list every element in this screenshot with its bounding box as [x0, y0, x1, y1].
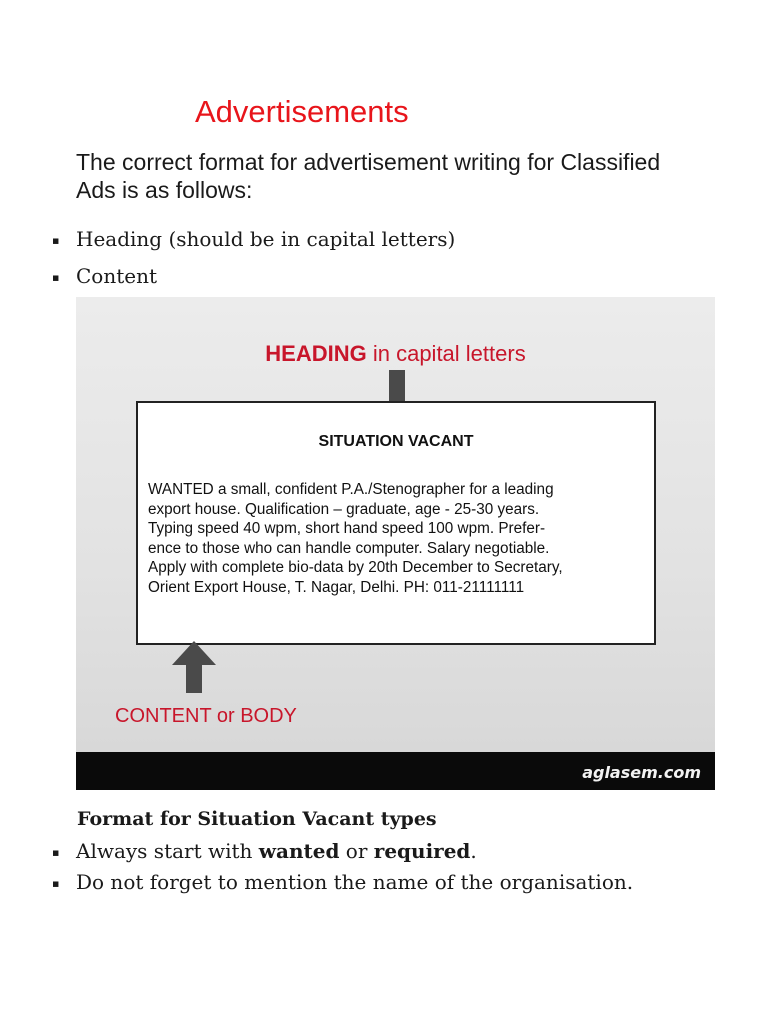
ad-line: WANTED a small, confident P.A./Stenographer for a leading	[148, 481, 554, 498]
figure-heading-rest: in capital letters	[366, 341, 526, 366]
bullet-wanted	[52, 839, 477, 863]
bullet-heading	[52, 227, 455, 251]
format-figure	[76, 297, 715, 790]
ad-line: ence to those who can handle computer. Salary negotiable.	[148, 539, 550, 557]
figure-heading-bold: HEADING	[265, 341, 367, 366]
bullet-marker: ▪	[52, 234, 60, 247]
bullet-organisation	[52, 870, 633, 894]
ad-line: Apply with complete bio-data by 20th December to Secretary,	[148, 559, 563, 576]
bullet-wanted-mid: or	[339, 839, 374, 863]
ad-line: Typing speed 40 wpm, short hand speed 100 wpm. Prefer-	[148, 520, 546, 537]
bullet-organisation-text: Do not forget to mention the name of the organisation.	[76, 870, 634, 894]
section-title: Format for Situation Vacant types	[77, 808, 437, 830]
bullet-wanted-pre: Always start with	[76, 839, 259, 863]
ad-line: export house. Qualification – graduate, age - 25-30 years.	[148, 500, 540, 518]
ad-line: Orient Export House, T. Nagar, Delhi. PH: 011-21111111	[148, 578, 525, 596]
bullet-content	[52, 264, 157, 288]
bullet-wanted-word2: required	[373, 839, 471, 863]
ad-box	[136, 401, 656, 645]
figure-heading-label	[76, 341, 715, 367]
arrow-up-icon	[172, 641, 216, 693]
bullet-marker: ▪	[52, 877, 60, 890]
bullet-content-text: Content	[76, 264, 158, 288]
ad-heading: SITUATION VACANT	[318, 433, 474, 450]
bullet-wanted-word1: wanted	[258, 839, 340, 863]
page-title: Advertisements	[195, 94, 409, 129]
bullet-marker: ▪	[52, 271, 60, 284]
bullet-marker: ▪	[52, 846, 60, 859]
bullet-heading-text: Heading (should be in capital letters)	[76, 227, 456, 251]
intro-text: The correct format for advertisement writing for Classified Ads is as follows:	[76, 149, 661, 203]
figure-footer-bar	[76, 752, 715, 790]
bullet-wanted-post: .	[470, 839, 477, 863]
ad-body	[148, 480, 653, 597]
brand-watermark: aglasem.com	[582, 763, 701, 782]
content-body-label: CONTENT or BODY	[115, 705, 297, 727]
